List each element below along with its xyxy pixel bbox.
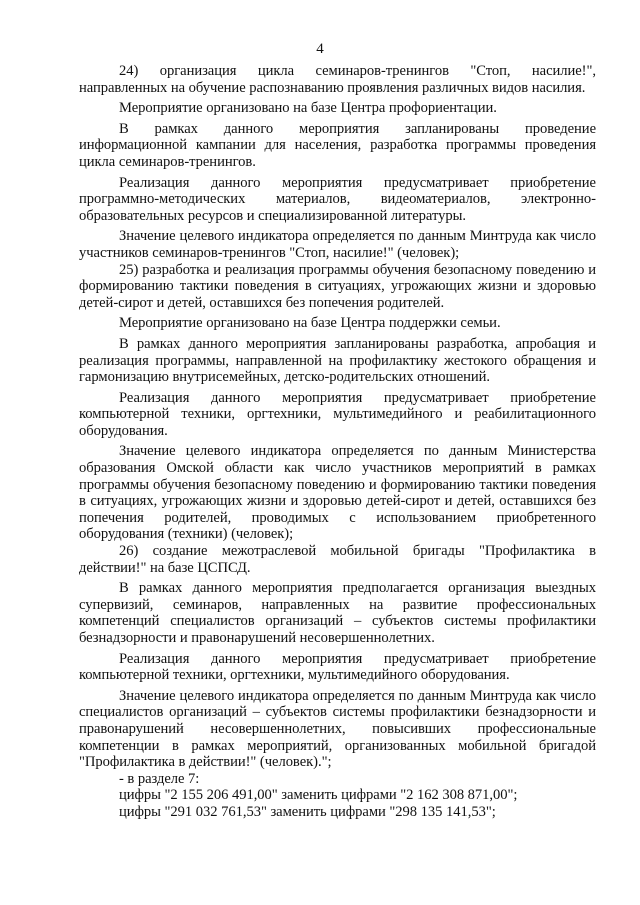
paragraph-plan-1: В рамках данного мероприятия запланированы проведение информационной кампании для населения, разработка программы проведения цикла семинаров-тренингов. (79, 120, 596, 170)
paragraph-replace-2: цифры "291 032 761,53" заменить цифрами "298 135 141,53"; (119, 803, 496, 820)
paragraph-purchase-3: Реализация данного мероприятия предусматривает приобретение компьютерной техники, оргтехники, мультимедийного оборудования. (79, 650, 596, 684)
page-number: 4 (316, 41, 324, 57)
paragraph-section-7: - в разделе 7: (119, 770, 200, 787)
paragraph-purchase-2: Реализация данного мероприятия предусматривает приобретение компьютерной техники, оргтехники, мультимедийного и реабилитационного оборудования. (79, 389, 596, 439)
paragraph-plan-2: В рамках данного мероприятия запланированы разработка, апробация и реализация программы, направленной на профилактику жестокого обращения и гармонизацию внутрисемейных, детско-родительских отношений. (79, 335, 596, 386)
paragraph-item-25: 25) разработка и реализация программы обучения безопасному поведению и формированию тактики поведения в ситуациях, угрожающих жизни и здоровью детей-сирот и детей, оставшихся без попечения родителей. (79, 261, 596, 311)
paragraph-plan-3: В рамках данного мероприятия предполагается организация выездных супервизий, семинаров, направленных на развитие профессиональных компетенций специалистов организаций – субъектов системы профилактики безнадзорности и правонарушений несовершеннолетних. (79, 580, 596, 646)
paragraph-purchase-1: Реализация данного мероприятия предусматривает приобретение программно-методических материалов, видеоматериалов, электронно-образовательных ресурсов и специализированной литературы. (79, 174, 596, 224)
paragraph-indicator-3: Значение целевого индикатора определяется по данным Минтруда как число специалистов организаций – субъектов системы профилактики безнадзорности и правонарушений несовершеннолетних, повысивших профессиональные компетенции в рамках мероприятий, организованных мобильной бригадой "Профилактика в действии!" (человек)."; (79, 687, 596, 771)
paragraph-indicator-1: Значение целевого индикатора определяется по данным Минтруда как число участников семинаров-тренингов "Стоп, насилие!" (человек); (79, 228, 596, 261)
paragraph-item-26: 26) создание межотраслевой мобильной бригады "Профилактика в действии!" на базе ЦСПСД. (79, 543, 596, 576)
paragraph-venue-2: Мероприятие организовано на базе Центра поддержки семьи. (119, 315, 501, 332)
document-body (79, 63, 596, 821)
paragraph-replace-1: цифры "2 155 206 491,00" заменить цифрами "2 162 308 871,00"; (119, 787, 518, 804)
paragraph-item-24: 24) организация цикла семинаров-тренингов "Стоп, насилие!", направленных на обучение распознаванию проявления различных видов насилия. (79, 63, 596, 96)
paragraph-venue-1: Мероприятие организовано на базе Центра профориентации. (119, 100, 497, 117)
paragraph-indicator-2: Значение целевого индикатора определяется по данным Министерства образования Омской области как число участников мероприятий в рамках программы обучения безопасному поведению и формированию тактики поведения в ситуациях, угрожающих жизни и здоровью детей-сирот и детей, оставшихся без попечения родителей, проводимых с использованием приобретенного оборудования (техники) (человек); (79, 443, 596, 543)
